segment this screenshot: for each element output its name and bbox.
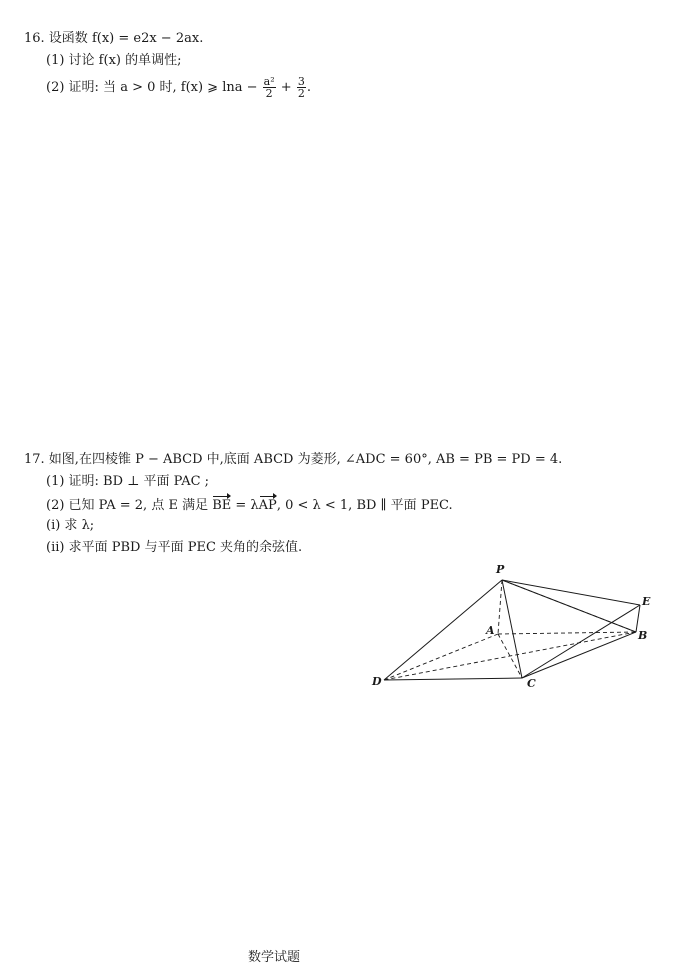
vector-BE: BE xyxy=(212,495,231,515)
q17-title-text: 17. 如图,在四棱锥 P − ABCD 中,底面 ABCD 为菱形, ∠ADC = 60°, AB = PB = PD = 4. xyxy=(24,452,563,467)
footer-text: 数学试题 xyxy=(248,950,301,965)
edge-AD xyxy=(384,634,498,680)
edge-DC xyxy=(384,678,522,680)
vector-AP: AP xyxy=(259,495,277,515)
q17-part2: (2) 已知 PA = 2, 点 E 满足 BE = λAP, 0 < λ < 1, BD ∥ 平面 PEC. xyxy=(46,495,453,515)
fraction-a-squared-over-2: $\frac{\text{a²}}{2}$ xyxy=(263,75,275,100)
page-footer xyxy=(248,946,300,965)
fraction-3-over-2: $\frac{3}{2}$ xyxy=(297,75,305,100)
q16-title-text: 16. 设函数 f(x) = e2x − 2ax. xyxy=(24,31,204,46)
edge-PD xyxy=(384,580,502,680)
q17-part2-prefix: (2) 已知 PA = 2, 点 E 满足 xyxy=(46,498,209,513)
q17-sub-i: (i) 求 λ; xyxy=(46,518,95,533)
edge-EB xyxy=(636,605,640,632)
label-E: E xyxy=(642,595,651,608)
q17-sub-ii: (ii) 求平面 PBD 与平面 PEC 夹角的余弦值. xyxy=(46,540,303,555)
q16-part1-text: (1) 讨论 f(x) 的单调性; xyxy=(46,53,182,68)
label-D: D xyxy=(372,675,382,688)
label-A: A xyxy=(486,624,495,637)
q16-part2: (2) 证明: 当 a > 0 时, f(x) ⩾ lna − $\frac{\text{a²}}{2}$ + $\frac{3}{2}$ . xyxy=(46,75,311,100)
edge-BD xyxy=(384,632,636,680)
edge-CE xyxy=(522,605,640,678)
plus-sign: + xyxy=(280,80,292,95)
q16-part2-prefix: (2) 证明: 当 a > 0 时, f(x) ⩾ lna − xyxy=(46,80,258,95)
edge-PA xyxy=(498,580,502,634)
label-C: C xyxy=(527,677,536,690)
edge-CB xyxy=(522,632,636,678)
edge-AB xyxy=(498,632,636,634)
q17-part2-suffix: , 0 < λ < 1, BD ∥ 平面 PEC. xyxy=(276,498,453,513)
edge-PE xyxy=(502,580,640,605)
label-P: P xyxy=(496,563,505,576)
q17-part1-text: (1) 证明: BD ⊥ 平面 PAC ; xyxy=(46,474,210,489)
edge-PB-hidden xyxy=(502,580,636,632)
label-B: B xyxy=(638,629,648,642)
edge-PC xyxy=(502,580,522,678)
